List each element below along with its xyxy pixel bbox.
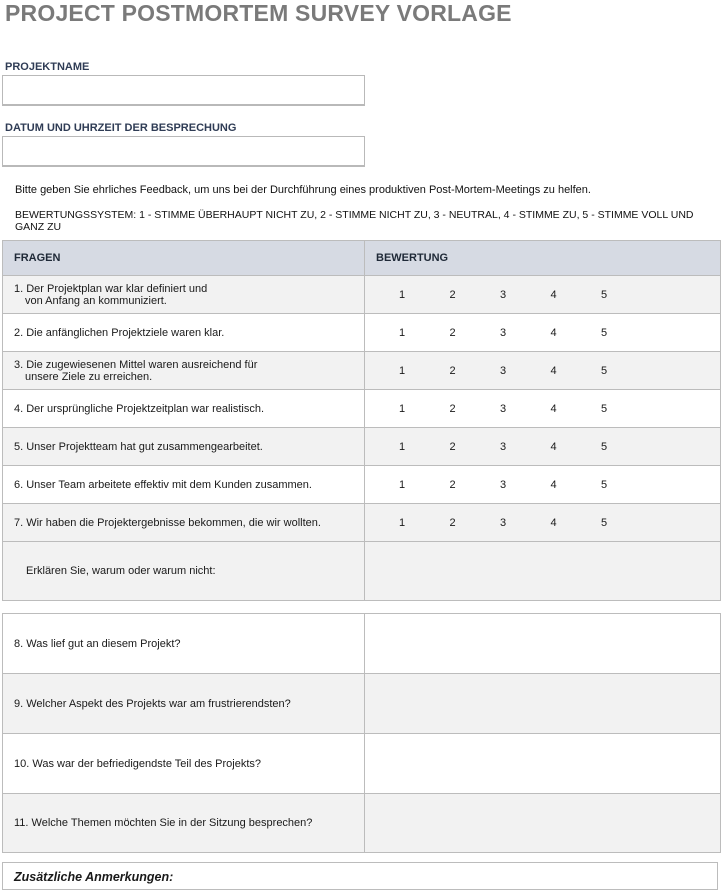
question-4: 4. Der ursprüngliche Projektzeitplan war realistisch. [3,390,365,428]
project-name-field[interactable] [2,75,365,106]
rating-option[interactable]: 3 [500,326,507,339]
rating-cell-1 [365,276,721,314]
rating-option[interactable]: 2 [449,478,456,491]
rating-table [2,240,721,601]
page-title: PROJECT POSTMORTEM SURVEY VORLAGE [5,0,512,26]
rating-option[interactable]: 4 [550,402,557,415]
rating-option[interactable]: 2 [449,288,456,301]
rating-option[interactable]: 5 [601,288,608,301]
table-row [3,542,721,601]
question-5: 5. Unser Projektteam hat gut zusammengearbeitet. [3,428,365,466]
rating-option[interactable]: 2 [449,364,456,377]
open-questions-table [2,613,721,853]
table-header-row [3,241,721,276]
rating-option[interactable]: 4 [550,478,557,491]
rating-option[interactable]: 1 [399,402,406,415]
table-row [3,734,721,794]
table-row [3,614,721,674]
rating-option[interactable]: 2 [449,440,456,453]
project-name-label: PROJEKTNAME [5,61,90,73]
rating-system-text: BEWERTUNGSSYSTEM: 1 - STIMME ÜBERHAUPT NICHT ZU, 2 - STIMME NICHT ZU, 3 - NEUTRAL, 4 - STIMME ZU, 5 - STIMME VOLL UND GANZ ZU [15,209,694,233]
rating-option[interactable]: 2 [449,326,456,339]
rating-option[interactable]: 5 [601,364,608,377]
rating-cell-4 [365,390,721,428]
rating-option[interactable]: 3 [500,364,507,377]
explain-answer-field[interactable] [365,542,721,601]
rating-cell-3 [365,352,721,390]
rating-option[interactable]: 3 [500,288,507,301]
rating-option[interactable]: 5 [601,478,608,491]
rating-option[interactable]: 1 [399,440,406,453]
rating-option[interactable]: 1 [399,288,406,301]
intro-text: Bitte geben Sie ehrliches Feedback, um uns bei der Durchführung eines produktiven Post-Mortem-Meetings zu helfen. [15,184,591,196]
question-8: 8. Was lief gut an diesem Projekt? [3,614,365,674]
table-row [3,390,721,428]
question-9: 9. Welcher Aspekt des Projekts war am frustrierendsten? [3,674,365,734]
rating-cell-6 [365,466,721,504]
question-2: 2. Die anfänglichen Projektziele waren klar. [3,314,365,352]
question-3: 3. Die zugewiesenen Mittel waren ausreichend für unsere Ziele zu erreichen. [3,352,365,390]
rating-cell-2 [365,314,721,352]
table-row [3,794,721,853]
rating-option[interactable]: 4 [550,440,557,453]
rating-option[interactable]: 3 [500,478,507,491]
meeting-datetime-label: DATUM UND UHRZEIT DER BESPRECHUNG [5,122,237,134]
question-10: 10. Was war der befriedigendste Teil des Projekts? [3,734,365,794]
meeting-datetime-field[interactable] [2,136,365,167]
rating-option[interactable]: 1 [399,364,406,377]
answer-field-9[interactable] [365,674,721,734]
question-7: 7. Wir haben die Projektergebnisse bekommen, die wir wollten. [3,504,365,542]
rating-option[interactable]: 4 [550,516,557,529]
rating-option[interactable]: 5 [601,440,608,453]
rating-option[interactable]: 1 [399,516,406,529]
table-row [3,504,721,542]
additional-notes-field[interactable] [2,862,718,890]
table-row [3,276,721,314]
answer-field-10[interactable] [365,734,721,794]
additional-notes-label: Zusätzliche Anmerkungen: [14,870,174,884]
rating-option[interactable]: 1 [399,326,406,339]
table-row [3,466,721,504]
rating-option[interactable]: 4 [550,364,557,377]
header-rating: BEWERTUNG [365,241,721,276]
rating-option[interactable]: 3 [500,516,507,529]
table-row [3,428,721,466]
table-row [3,314,721,352]
rating-option[interactable]: 5 [601,516,608,529]
rating-option[interactable]: 3 [500,440,507,453]
answer-field-11[interactable] [365,794,721,853]
header-questions: FRAGEN [3,241,365,276]
question-6: 6. Unser Team arbeitete effektiv mit dem Kunden zusammen. [3,466,365,504]
rating-option[interactable]: 1 [399,478,406,491]
rating-option[interactable]: 2 [449,516,456,529]
rating-option[interactable]: 2 [449,402,456,415]
answer-field-8[interactable] [365,614,721,674]
rating-cell-5 [365,428,721,466]
rating-option[interactable]: 4 [550,326,557,339]
question-1: 1. Der Projektplan war klar definiert und von Anfang an kommuniziert. [3,276,365,314]
rating-cell-7 [365,504,721,542]
rating-option[interactable]: 4 [550,288,557,301]
rating-option[interactable]: 5 [601,326,608,339]
question-11: 11. Welche Themen möchten Sie in der Sitzung besprechen? [3,794,365,853]
rating-option[interactable]: 5 [601,402,608,415]
rating-option[interactable]: 3 [500,402,507,415]
table-row [3,674,721,734]
table-row [3,352,721,390]
explain-label: Erklären Sie, warum oder warum nicht: [3,542,365,601]
